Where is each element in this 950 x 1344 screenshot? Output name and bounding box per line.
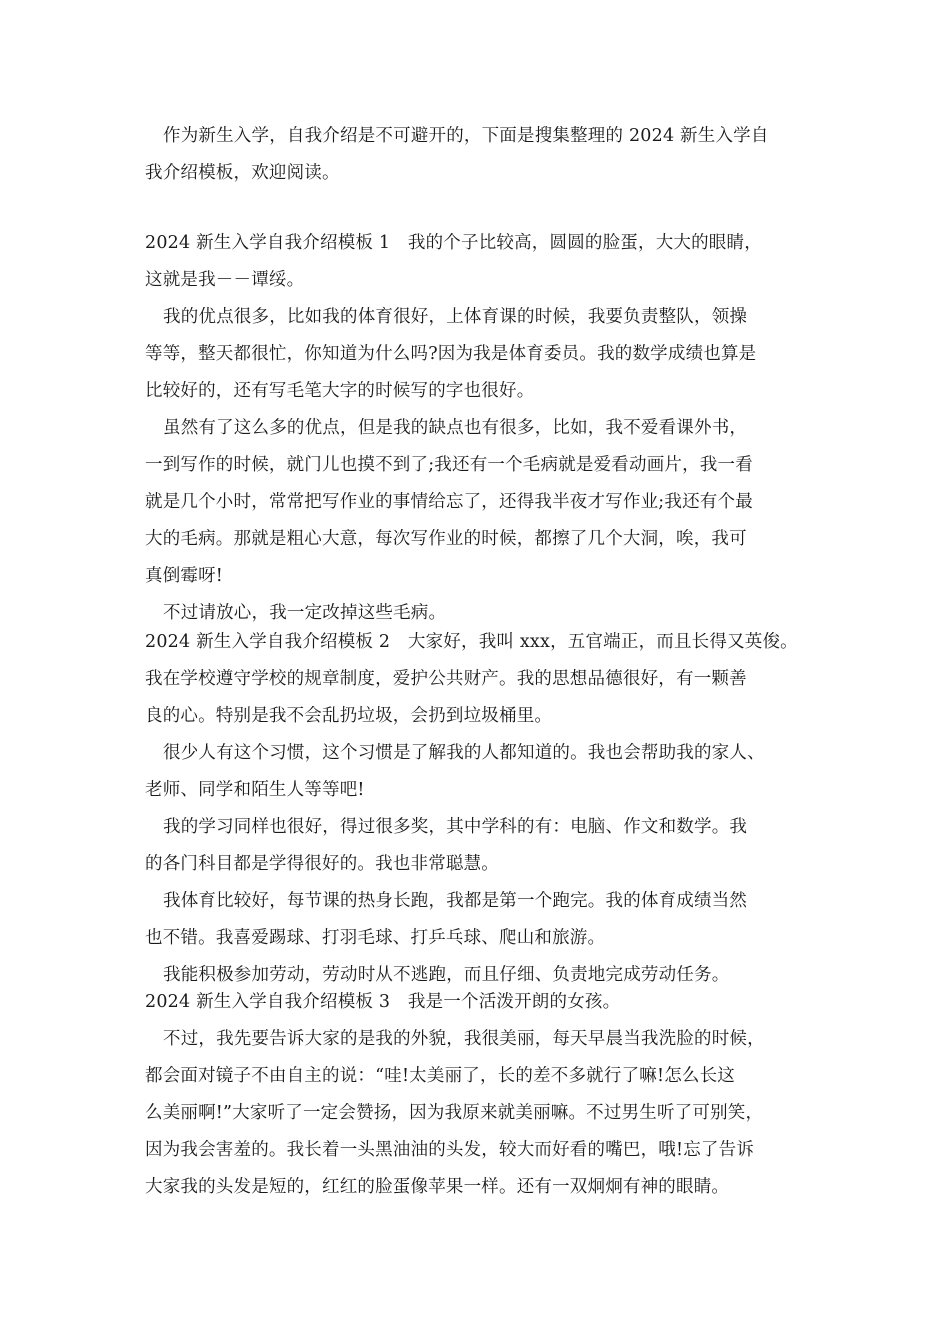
paragraph-line: 大家我的头发是短的，红红的脸蛋像苹果一样。还有一双炯炯有神的眼睛。 — [145, 1177, 730, 1197]
paragraph-line: 很少人有这个习惯，这个习惯是了解我的人都知道的。我也会帮助我的家人、 — [163, 743, 765, 763]
template3-heading-line: 2024 新生入学自我介绍模板 3 我是一个活泼开朗的女孩。 — [145, 992, 621, 1012]
paragraph-line: 我的学习同样也很好，得过很多奖，其中学科的有：电脑、作文和数学。我 — [163, 817, 748, 837]
paragraph-line: 我能积极参加劳动，劳动时从不逃跑，而且仔细、负责地完成劳动任务。 — [163, 965, 730, 985]
paragraph-line: 就是几个小时，常常把写作业的事情给忘了，还得我半夜才写作业;我还有个最 — [145, 492, 753, 512]
paragraph-line: 我的优点很多，比如我的体育很好，上体育课的时候，我要负责整队，领操 — [163, 307, 748, 327]
paragraph-line: 良的心。特别是我不会乱扔垃圾，会扔到垃圾桶里。 — [145, 706, 553, 726]
paragraph-line: 真倒霉呀! — [145, 566, 224, 586]
intro-paragraph — [145, 118, 825, 192]
paragraph-line: 老师、同学和陌生人等等吧! — [145, 780, 365, 800]
paragraph-line: 不过请放心，我一定改掉这些毛病。 — [163, 603, 447, 623]
paragraph-line: 因为我会害羞的。我长着一头黑油油的头发，较大而好看的嘴巴，哦!忘了告诉 — [145, 1140, 755, 1160]
paragraph-line: 我在学校遵守学校的规章制度，爱护公共财产。我的思想品德很好，有一颗善 — [145, 669, 747, 689]
template1-heading-line: 这就是我－－谭绥。 — [145, 270, 305, 290]
paragraph-line: 一到写作的时候，就门儿也摸不到了;我还有一个毛病就是爱看动画片，我一看 — [145, 455, 753, 475]
paragraph-line: 不过，我先要告诉大家的是我的外貌，我很美丽，每天早晨当我洗脸的时候， — [163, 1029, 765, 1049]
template3-section — [145, 984, 825, 1206]
intro-line: 我介绍模板，欢迎阅读。 — [145, 163, 340, 183]
template2-section — [145, 624, 825, 994]
paragraph-line: 我体育比较好，每节课的热身长跑，我都是第一个跑完。我的体育成绩当然 — [163, 891, 748, 911]
template1-heading-line: 2024 新生入学自我介绍模板 1 我的个子比较高，圆圆的脸蛋，大大的眼睛， — [145, 233, 762, 253]
intro-line: 作为新生入学，自我介绍是不可避开的，下面是搜集整理的 2024 新生入学自 — [163, 126, 769, 146]
paragraph-line: 等等，整天都很忙，你知道为什么吗?因为我是体育委员。我的数学成绩也算是 — [145, 344, 757, 364]
paragraph-line: 大的毛病。那就是粗心大意，每次写作业的时候，都擦了几个大洞，唉，我可 — [145, 529, 747, 549]
paragraph-line: 也不错。我喜爱踢球、打羽毛球、打乒乓球、爬山和旅游。 — [145, 928, 606, 948]
paragraph-line: 虽然有了这么多的优点，但是我的缺点也有很多，比如，我不爱看课外书， — [163, 418, 748, 438]
paragraph-line: 都会面对镜子不由自主的说：“哇!太美丽了，长的差不多就行了嘛!怎么长这 — [145, 1066, 736, 1086]
paragraph-line: 比较好的，还有写毛笔大字的时候写的字也很好。 — [145, 381, 535, 401]
template1-section — [145, 225, 825, 632]
template2-heading-line: 2024 新生入学自我介绍模板 2 大家好，我叫 xxx，五官端正，而且长得又英俊。 — [145, 632, 798, 652]
paragraph-line: 的各门科目都是学得很好的。我也非常聪慧。 — [145, 854, 499, 874]
paragraph-line: 么美丽啊!”大家听了一定会赞扬，因为我原来就美丽嘛。不过男生听了可别笑， — [145, 1103, 764, 1123]
